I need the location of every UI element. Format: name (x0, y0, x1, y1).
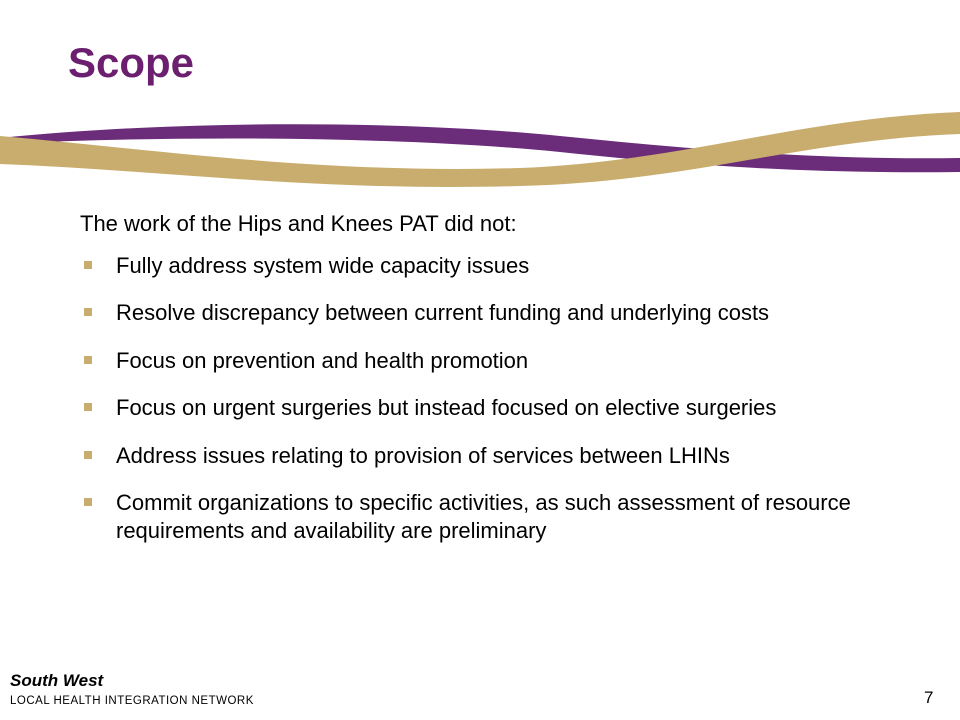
square-bullet-icon (84, 356, 92, 364)
bullet-item (80, 442, 940, 470)
square-bullet-icon (84, 261, 92, 269)
slide-title: Scope (68, 39, 195, 86)
bullet-text: Address issues relating to provision of services between LHINs (116, 442, 730, 468)
intro-text: The work of the Hips and Knees PAT did not: (80, 211, 517, 236)
decorative-ribbon (0, 100, 960, 190)
bullet-item (80, 347, 940, 375)
square-bullet-icon (84, 498, 92, 506)
bullet-text: Fully address system wide capacity issues (116, 252, 530, 278)
bullet-text: Commit organizations to specific activities, as such assessment of resource requirements and availability are preliminary (116, 490, 851, 543)
bullet-item (80, 252, 940, 280)
bullet-item (80, 299, 940, 327)
org-subtitle: LOCAL HEALTH INTEGRATION NETWORK (10, 694, 254, 707)
org-name: South West (10, 671, 104, 690)
body-content (80, 210, 940, 564)
square-bullet-icon (84, 308, 92, 316)
bullet-text: Resolve discrepancy between current funding and underlying costs (116, 300, 770, 325)
ribbon-gold-band (0, 112, 960, 187)
bullet-item (80, 489, 940, 544)
square-bullet-icon (84, 451, 92, 459)
bullet-text: Focus on prevention and health promotion (116, 347, 529, 373)
square-bullet-icon (84, 403, 92, 411)
bullet-item (80, 394, 940, 422)
footer-organization (10, 672, 254, 707)
bullet-text: Focus on urgent surgeries but instead focused on elective surgeries (116, 395, 777, 420)
bullet-list (80, 252, 940, 545)
page-number: 7 (924, 688, 934, 707)
